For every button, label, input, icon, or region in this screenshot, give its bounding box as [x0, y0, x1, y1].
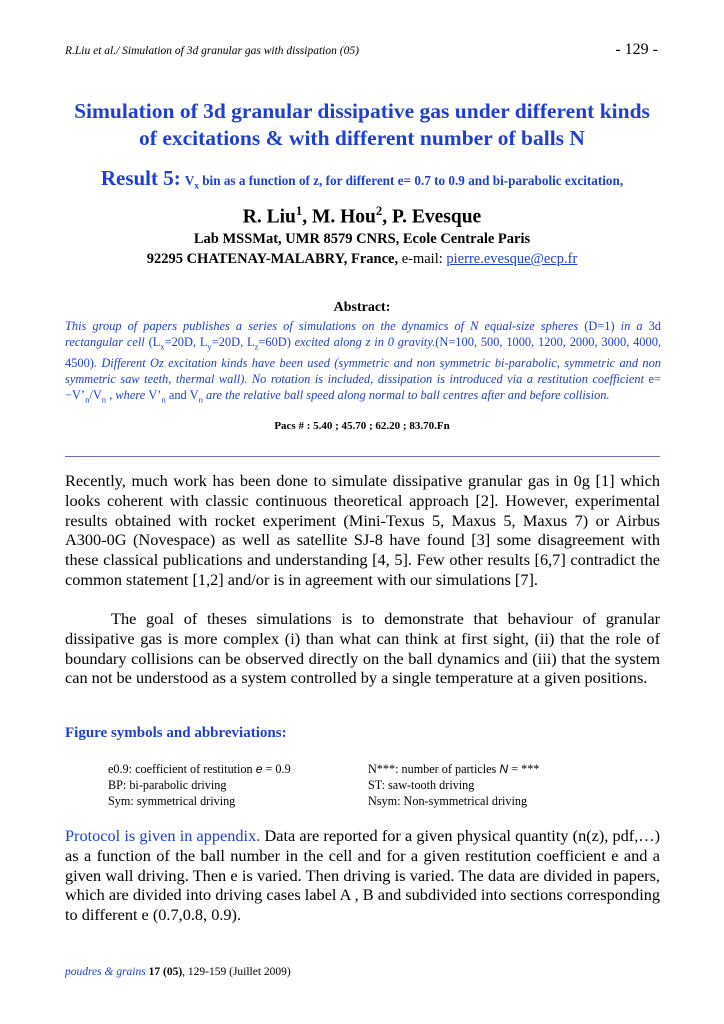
title-line-2: of excitations & with different number of balls N	[139, 126, 585, 150]
abs-t18: V	[189, 388, 199, 403]
symbol-e	[108, 761, 368, 777]
email-label: e-mail:	[398, 251, 447, 267]
abs-t13: e= −V’	[65, 372, 661, 403]
abs-t19: are the relative ball speed along normal to ball centres after and before collision.	[202, 388, 610, 403]
symbol-n-text: N***: number of particles	[368, 762, 500, 776]
abs-t4: 3d	[648, 319, 661, 333]
abs-t14-sub: n	[101, 394, 107, 405]
author-hou: , M. Hou	[302, 206, 376, 228]
footer	[65, 966, 291, 978]
page-number: - 129 -	[615, 41, 658, 58]
abs-t3: in a	[614, 319, 649, 333]
abs-t5: rectangular cell	[65, 335, 149, 350]
pacs-line: Pacs # : 5.40 ; 45.70 ; 62.20 ; 83.70.Fn	[274, 420, 450, 432]
abs-t14: /V	[89, 388, 102, 403]
symbols-row	[108, 793, 539, 809]
symbol-e-var: e	[255, 762, 263, 776]
protocol-link: Protocol is given in appendix.	[65, 826, 261, 845]
abs-t12: Different Oz excitation kinds have been used (symmetric and non symmetric bi-parabolic, symmetric and non symmetric saw teeth, thermal wall). No rotation is included, dissipation is introduced via a restitution coefficient	[65, 355, 661, 387]
authors	[40, 204, 684, 229]
affiliation-line-1: Lab MSSMat, UMR 8579 CNRS, Ecole Centrale Paris	[193, 231, 531, 247]
journal-volume: 17 (05)	[145, 966, 183, 978]
symbol-nsym: Nsym: Non-symmetrical driving	[368, 794, 528, 808]
symbol-sym: Sym: symmetrical driving	[108, 794, 236, 808]
symbol-bp: BP: bi-parabolic driving	[108, 778, 227, 792]
figure-symbols-heading: Figure symbols and abbreviations:	[65, 725, 287, 741]
result-sub-x: x	[194, 180, 199, 191]
running-head: R.Liu et al./ Simulation of 3d granular gas with dissipation (05)	[65, 45, 359, 57]
symbol-e-value: = 0.9	[262, 762, 291, 776]
body-paragraph-3-text: Data are reported for a given physical quantity (n(z), pdf,…) as a function of the ball number in the cell and for a given restitution coefficient e and a given wall driving. Then e is varied. Then driving is varied. The data are divided in papers, which are divided into driving cases label A , B and subdivided into sections corresponding to different e (0.7,0.8, 0.9).	[65, 826, 660, 925]
email-link[interactable]: pierre.evesque@ecp.fr	[446, 251, 578, 267]
abs-t13-sub: n	[85, 394, 90, 405]
symbol-n	[368, 761, 539, 777]
affiliation-city: 92295 CHATENAY-MALABRY, France,	[146, 251, 399, 267]
body-paragraph-1: Recently, much work has been done to simulate dissipative granular gas in 0g [1] which looks coherent with classic continuous theoretical approach [2]. However, experimental results obtained with rocket experiment (Mini-Texus 5, Maxus 5, Maxus 7) or Airbus A300-0G (Novespace) as well as satellite SJ-8 have found [3] some disagreement with these classical publications and understanding [4, 5]. Few other results [6,7] contradict the common statement [1,2] and/or is in agreement with our simulations [7].	[65, 471, 660, 589]
affiliation-line-2	[40, 251, 684, 268]
abs-t2: (D=1)	[584, 319, 615, 333]
symbol-n-var: N	[499, 762, 509, 776]
abs-t17: and	[165, 388, 190, 403]
abs-t1: This group of papers publishes a series of simulations on the dynamics of N equal-size spheres	[65, 319, 585, 333]
result-label: Result 5:	[100, 166, 181, 190]
symbol-n-value: = ***	[508, 762, 540, 776]
author-liu: R. Liu	[242, 206, 296, 228]
abs-t8: =20D, L	[211, 335, 255, 350]
symbols-row	[108, 777, 539, 793]
abs-t15: , where	[106, 388, 149, 403]
abstract-body	[65, 318, 661, 408]
abstract-heading: Abstract:	[333, 300, 391, 315]
result-description	[184, 173, 624, 191]
paper-title	[40, 98, 684, 152]
abs-t10: excited along z in 0 gravity.	[290, 335, 436, 350]
abs-t11: (N=100, 500, 1000, 1200, 2000, 3000, 4000, 4500).	[65, 335, 661, 370]
abs-t16: V’	[148, 388, 162, 403]
symbols-row	[108, 761, 539, 777]
abs-t7-sub: y	[207, 341, 212, 352]
symbol-e-text: e0.9: coefficient of restitution	[108, 762, 256, 776]
abs-t9: =60D)	[258, 335, 291, 350]
result-v: V	[184, 173, 195, 188]
title-line-1: Simulation of 3d granular dissipative gas under different kinds	[74, 99, 650, 123]
abs-t6: (L	[148, 335, 161, 350]
journal-name: poudres & grains	[65, 966, 146, 978]
section-divider	[65, 456, 660, 457]
body-paragraph-3	[65, 826, 660, 925]
result-subtitle	[40, 166, 684, 191]
abs-t8-sub: z	[254, 341, 259, 352]
body-paragraph-2: The goal of theses simulations is to demonstrate that behaviour of granular dissipative gas is more complex (i) than what can think at first sight, (ii) that the role of boundary collisions can be observed directly on the ball dynamics and (iii) that the system can not be understood as a system controlled by a single temperature at a given positions.	[65, 609, 660, 688]
abs-t16-sub: n	[161, 394, 166, 405]
author-liu-sup: 1	[295, 204, 303, 218]
symbols-table	[108, 761, 539, 809]
journal-pages: , 129-159 (Juillet 2009)	[182, 966, 291, 978]
abs-t18-sub: n	[198, 394, 203, 405]
symbol-st: ST: saw-tooth driving	[368, 778, 475, 792]
abs-t7: =20D, L	[164, 335, 208, 350]
author-hou-sup: 2	[375, 204, 383, 218]
author-evesque: , P. Evesque	[382, 206, 482, 228]
abs-t6-sub: x	[160, 341, 165, 352]
result-desc-text: bin as a function of z, for different e= 0.7 to 0.9 and bi-parabolic excitation,	[198, 173, 624, 188]
